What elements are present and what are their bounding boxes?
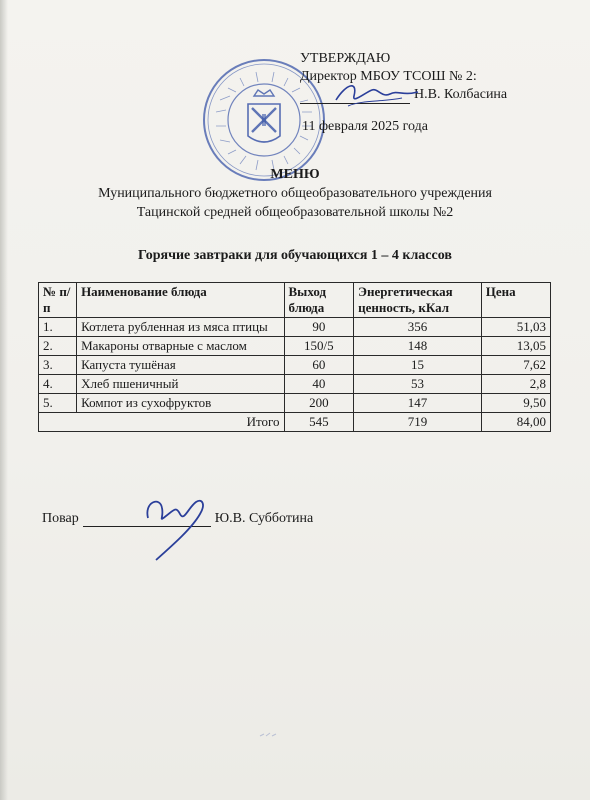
header-number: № п/п: [39, 283, 77, 318]
header-dish: Наименование блюда: [77, 283, 284, 318]
cook-name: Ю.В. Субботина: [214, 511, 314, 526]
row-price: 9,50: [481, 394, 550, 413]
header-energy: Энергетическая ценность, кКал: [354, 283, 482, 318]
row-price: 7,62: [481, 356, 550, 375]
institution-line-2: Тацинской средней общеобразовательной школы №2: [136, 205, 454, 220]
row-dish: Котлета рубленная из мяса птицы: [77, 318, 284, 337]
total-price: 84,00: [481, 413, 550, 432]
total-row: [39, 413, 551, 432]
table-row: [39, 337, 551, 356]
row-portion: 60: [284, 356, 354, 375]
row-portion: 150/5: [284, 337, 354, 356]
total-energy: 719: [354, 413, 482, 432]
page-edge-shadow: [0, 0, 8, 800]
total-portion: 545: [284, 413, 354, 432]
row-portion: 40: [284, 375, 354, 394]
total-label: Итого: [39, 413, 285, 432]
row-dish: Макароны отварные с маслом: [77, 337, 284, 356]
menu-table: [38, 282, 551, 432]
row-energy: 53: [354, 375, 482, 394]
row-number: 2.: [39, 337, 77, 356]
approval-name: Н.В. Колбасина: [414, 87, 508, 102]
row-energy: 148: [354, 337, 482, 356]
institution-line-1: Муниципального бюджетного общеобразовательного учреждения: [98, 186, 492, 201]
row-dish: Хлеб пшеничный: [77, 375, 284, 394]
table-row: [39, 356, 551, 375]
document-title: МЕНЮ: [270, 167, 320, 182]
row-number: 5.: [39, 394, 77, 413]
row-price: 13,05: [481, 337, 550, 356]
table-row: [39, 318, 551, 337]
table-header-row: [39, 283, 551, 318]
approval-position: Директор МБОУ ТСОШ № 2:: [300, 69, 477, 84]
row-number: 3.: [39, 356, 77, 375]
approval-heading: УТВЕРЖДАЮ: [300, 51, 391, 66]
row-portion: 90: [284, 318, 354, 337]
cook-label: Повар: [42, 511, 79, 526]
row-dish: Капуста тушёная: [77, 356, 284, 375]
table-row: [39, 375, 551, 394]
paper-mark: [258, 730, 278, 740]
row-price: 51,03: [481, 318, 550, 337]
approval-date: 11 февраля 2025 года: [302, 119, 428, 134]
header-portion: Выход блюда: [284, 283, 354, 318]
row-energy: 356: [354, 318, 482, 337]
table-row: [39, 394, 551, 413]
director-signature: [332, 72, 422, 112]
row-energy: 147: [354, 394, 482, 413]
cook-signature: [140, 488, 210, 563]
row-energy: 15: [354, 356, 482, 375]
menu-subtitle: Горячие завтраки для обучающихся 1 – 4 классов: [138, 248, 452, 263]
row-dish: Компот из сухофруктов: [77, 394, 284, 413]
row-number: 4.: [39, 375, 77, 394]
row-portion: 200: [284, 394, 354, 413]
row-price: 2,8: [481, 375, 550, 394]
row-number: 1.: [39, 318, 77, 337]
header-price: Цена: [481, 283, 550, 318]
